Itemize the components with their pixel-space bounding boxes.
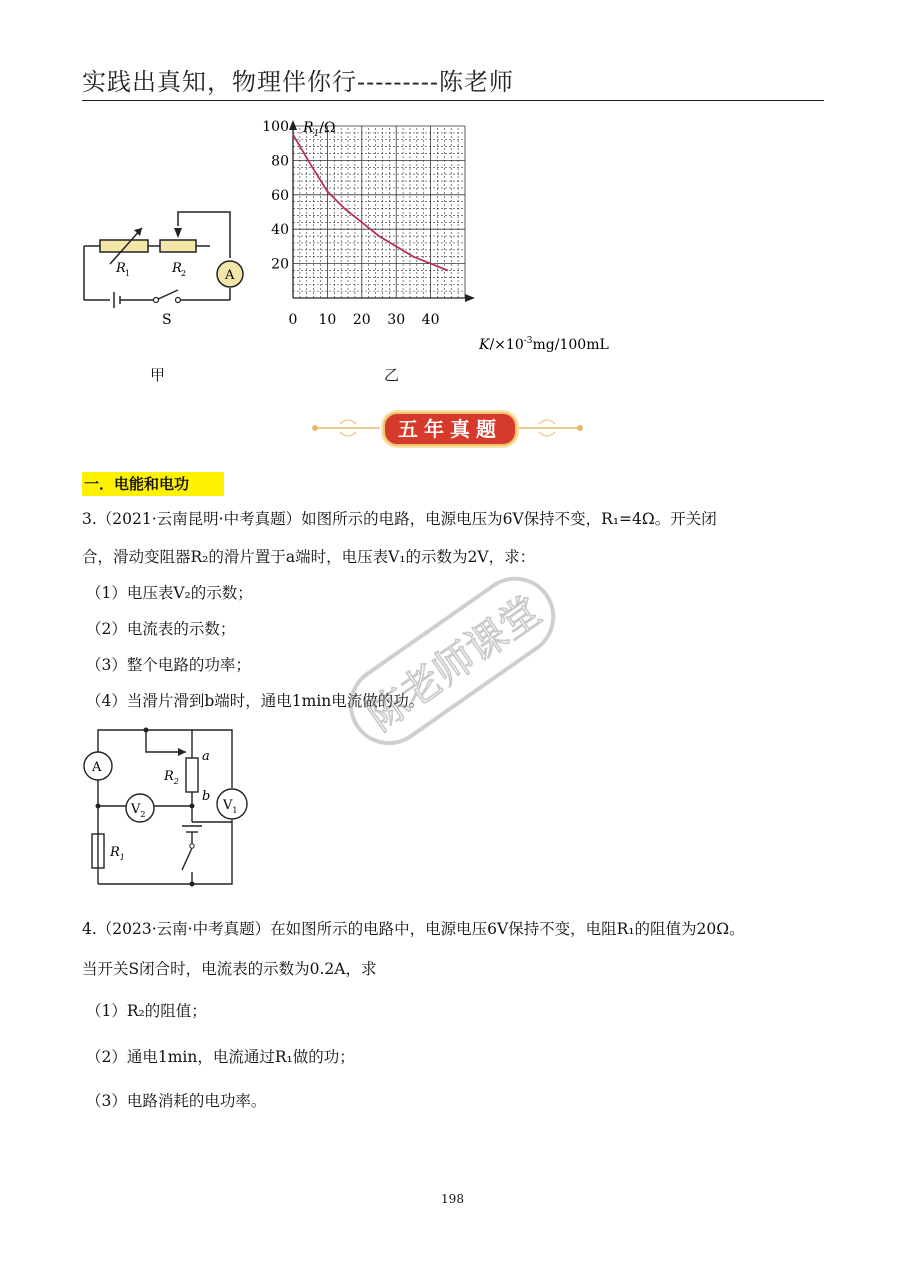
q4-line1: 4.（2023·云南·中考真题）在如图所示的电路中，电源电压6V保持不变，电阻R₁的阻值为20Ω。 bbox=[82, 920, 745, 938]
q4-part1: （1）R₂的阻值； bbox=[86, 1002, 207, 1020]
resistor-r1 bbox=[100, 240, 148, 252]
label-v2: $V_2$ bbox=[131, 802, 146, 819]
x-axis-label: $K/\times 10^{-3}mg/100mL$ bbox=[479, 336, 609, 353]
label-a: a bbox=[202, 749, 210, 764]
y-tick-label: 40 bbox=[271, 222, 289, 239]
y-tick-label: 60 bbox=[271, 187, 289, 204]
watermark bbox=[320, 560, 590, 770]
x-tick-label: 0 bbox=[288, 312, 298, 328]
caption-jia: 甲 bbox=[150, 366, 166, 384]
q4-line2: 当开关S闭合时，电流表的示数为0.2A，求 bbox=[82, 960, 377, 978]
page-header bbox=[82, 62, 824, 101]
header-title: 实践出真知，物理伴你行---------陈老师 bbox=[82, 68, 514, 96]
q3-part4: （4）当滑片滑到b端时，通电1min电流做的功。 bbox=[86, 692, 425, 710]
watermark-text: 陈老师课堂 bbox=[359, 587, 550, 741]
svg-text:1: 1 bbox=[125, 269, 131, 278]
q4-part2: （2）通电1min，电流通过R₁做的功； bbox=[86, 1048, 355, 1066]
y-tick-label: 100 bbox=[262, 119, 289, 135]
graph-r1-vs-k bbox=[255, 112, 635, 362]
page-number: 198 bbox=[441, 1192, 464, 1206]
label-r1: R bbox=[116, 261, 126, 276]
label-r2: R bbox=[172, 261, 182, 276]
x-tick-label: 40 bbox=[421, 312, 440, 328]
label-r1-q3: $R_1$ bbox=[110, 845, 125, 862]
q3-part2: （2）电流表的示数； bbox=[86, 620, 236, 638]
resistor-r2 bbox=[160, 240, 196, 252]
section-heading: 一．电能和电功 bbox=[82, 472, 224, 496]
circuit-diagram-q3 bbox=[78, 722, 253, 892]
label-b: b bbox=[202, 789, 211, 804]
y-tick-label: 20 bbox=[271, 256, 289, 273]
label-ammeter: A bbox=[225, 268, 235, 283]
x-tick-label: 30 bbox=[387, 312, 406, 328]
q3-line1: 3.（2021·云南昆明·中考真题）如图所示的电路，电源电压为6V保持不变，R₁=4Ω。开关闭 bbox=[82, 510, 717, 528]
circuit-diagram-jia bbox=[70, 200, 250, 330]
y-tick-label: 80 bbox=[271, 153, 289, 170]
q3-part3: （3）整个电路的功率； bbox=[86, 656, 251, 674]
caption-yi: 乙 bbox=[384, 366, 400, 384]
label-switch: S bbox=[162, 312, 172, 328]
label-r2-q3: $R_2$ bbox=[164, 769, 179, 786]
y-axis-label: $R_1/\Omega$ bbox=[303, 120, 336, 139]
banner-title: 五年真题 bbox=[383, 412, 517, 446]
x-tick-label: 20 bbox=[352, 312, 371, 328]
label-v1: $V_1$ bbox=[223, 798, 238, 815]
q3-line2: 合，滑动变阻器R₂的滑片置于a端时，电压表V₁的示数为2V，求： bbox=[82, 548, 536, 566]
resistor-r2-q3 bbox=[186, 758, 198, 792]
svg-text:2: 2 bbox=[181, 269, 187, 278]
q4-part3: （3）电路消耗的电功率。 bbox=[86, 1092, 267, 1110]
q3-part1: （1）电压表V₂的示数； bbox=[86, 584, 253, 602]
x-tick-label: 10 bbox=[318, 312, 337, 328]
label-ammeter-q3: A bbox=[92, 760, 102, 775]
